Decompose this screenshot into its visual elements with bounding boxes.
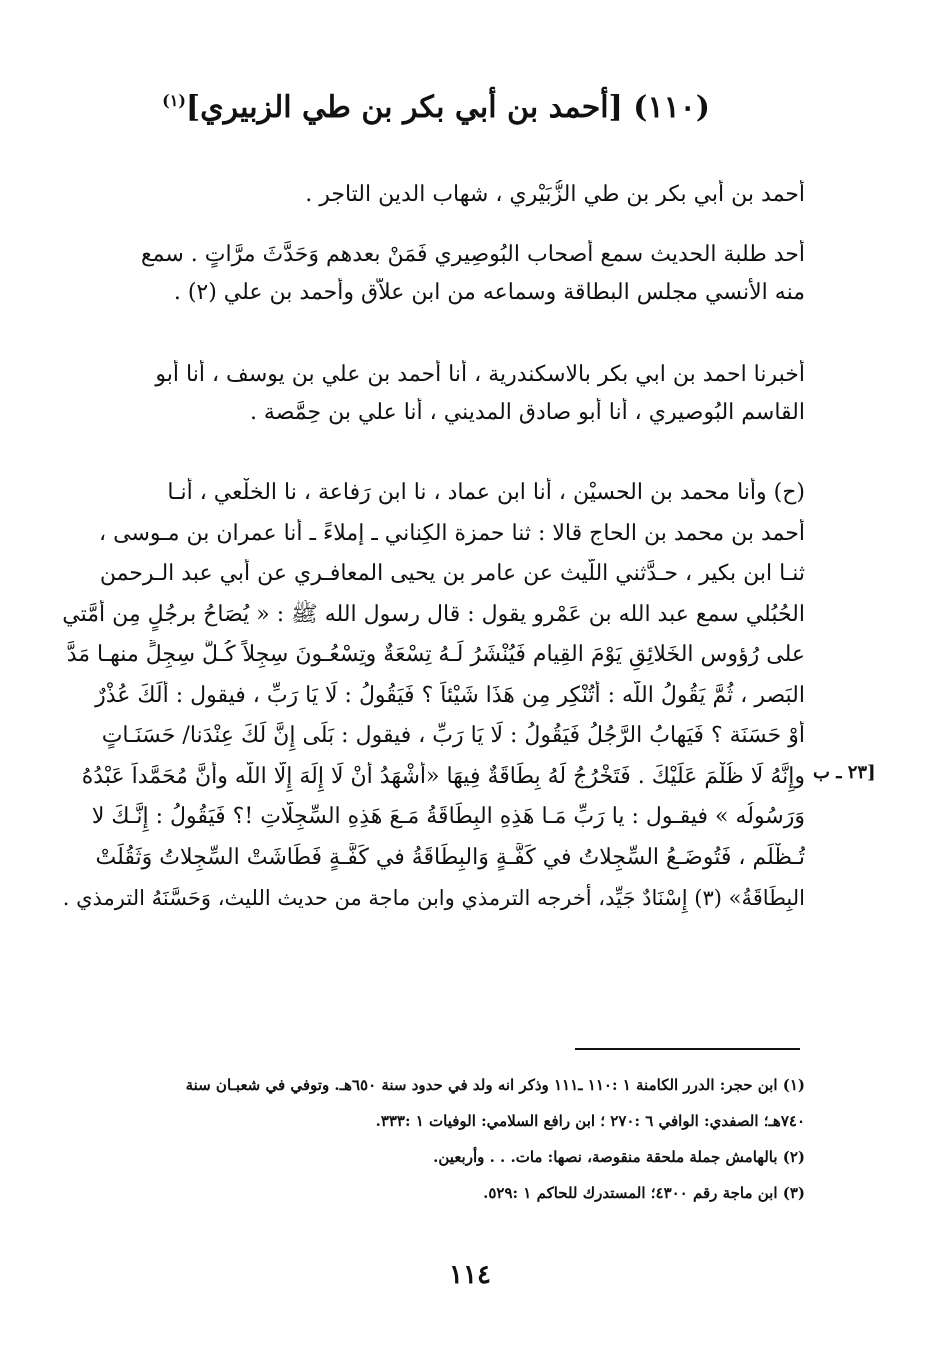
entry-title bbox=[162, 90, 710, 125]
entry-title-footnote-ref: (١) bbox=[162, 91, 186, 110]
text-line: على رُؤوس الخَلائِقِ يَوْمَ القِيام فَيُنْشَرُ لَـهُ تِسْعَةٌ وتِسْعُـونَ سِجِلاً كُـلُّ سِجِلٍّ منهـا مَدَّ bbox=[66, 642, 805, 667]
footnote-line: ٧٤٠هـ؛ الصفدي: الوافي ٦ :٢٧٠ ؛ ابن رافع السلامي: الوفيات ١ :٣٣٣. bbox=[375, 1112, 805, 1130]
text-line: وإِنَّهُ لَا ظُلْمَ عَلَيْكَ . فَتَخْرُجُ لَهُ بِطَاقَةٌ فِيهَا «أَشْهَدُ أَنْ لَا إِلَهَ إِلَّا اللّه وأَنَّ مُحَمَّداً عَبْدُهُ bbox=[81, 763, 805, 789]
entry-title-text: (١١٠) [أحمد بن أبي بكر بن طي الزبيري] bbox=[185, 90, 710, 125]
text-line: منه الأنسي مجلس البطاقة وسماعه من ابن علاّق وأحمد بن علي (٢) . bbox=[173, 280, 805, 305]
text-line: (ح) وأنا محمد بن الحسيْن ، أنا ابن عماد ، نا ابن رَفاعة ، نا الخلْعي ، أنـا bbox=[167, 480, 805, 505]
footnote-line: (٢) بالهامش جملة ملحقة منقوصة، نصها: مات. . . وأربعين. bbox=[433, 1148, 805, 1166]
text-line: تُـظْلَم ، فَتُوضَـعُ السِّجِلاتُ في كَفَّـةٍ وَالبِطَاقَةُ في كَفَّـةٍ فَطَاشَتْ السِّجِلاتُ وَثَقُلَتْ bbox=[95, 844, 805, 870]
text-line: أخبرنا احمد بن ابي بكر بالاسكندرية ، أنا أحمد بن علي بن يوسف ، أنا أبو bbox=[155, 362, 805, 387]
text-line: البِطَاقَةُ» (٣) إِسْنَادٌ جَيِّد، أخرجه الترمذي وابن ماجة من حديث الليث، وَحَسَّنَهُ الترمذي . bbox=[62, 886, 805, 910]
text-line: وَرَسُولُه » فيقـول : يا رَبِّ مَـا هَذِهِ البِطَاقَةُ مَـعَ هَذِهِ السِّجِلَّاتِ !؟ فَيَقُولُ : إِنَّـكَ لا bbox=[91, 804, 805, 829]
footnotes bbox=[50, 1074, 805, 1218]
text-line: البَصر ، ثُمَّ يَقُولُ اللَّه : أَتُنْكِر مِن هَذَا شَيْئاً ؟ فَيَقُولُ : لَا يَا رَبِّ ، فيقول : أَلَكَ عُذْرٌ bbox=[95, 682, 805, 708]
footnote-divider bbox=[575, 1048, 800, 1050]
paragraph-hadith bbox=[50, 478, 805, 924]
text-line: أَوْ حَسَنَة ؟ فَيَهابُ الرَّجُلُ فَيَقُولُ : لَا يَا رَبِّ ، فيقول : بَلَى إِنَّ لَكَ عِنْدَنا/ حَسَنَـاتٍ bbox=[101, 723, 805, 748]
page-number: ١١٤ bbox=[449, 1260, 491, 1290]
paragraph-isnad-1 bbox=[50, 360, 805, 436]
text-line: ثنـا ابن بكير ، حـدَّثني اللَّيث عن عامر بن يحيى المعافـري عن أبي عبد الـرحمن bbox=[99, 561, 805, 586]
text-line: أحد طلبة الحديث سمع أصحاب البُوصِيري فَمَنْ بعدهم وَحَدَّثَ مرَّاتٍ . سمع bbox=[140, 242, 805, 267]
paragraph-bio bbox=[50, 240, 805, 316]
text-line: الحُبُلي سمع عبد الله بن عَمْرو يقول : قال رسول الله ﷺ : « يُصَاحُ برجُلٍ مِن أُمَّتي bbox=[62, 601, 805, 627]
text-line: القاسم البُوصيري ، أنا أبو صادق المديني ، أنا علي بن حِمَّصة . bbox=[249, 400, 805, 425]
text-line: أحمد بن محمد بن الحاج قالا : ثنا حمزة الكِناني ـ إملاءً ـ أنا عمران بن مـوسى ، bbox=[99, 520, 805, 546]
footnote-line: (١) ابن حجر: الدرر الكامنة ١ :١١٠ ـ١١١ وذكر انه ولد في حدود سنة ٦٥٠هـ. وتوفي في شعبـان سنة bbox=[185, 1076, 805, 1094]
paragraph-name bbox=[50, 180, 805, 218]
text-line: أحمد بن أبي بكر بن طي الزُّبَيْري ، شهاب الدين التاجر . bbox=[305, 182, 805, 207]
manuscript-folio-marker: [٢٣ ـ ب bbox=[813, 762, 876, 783]
footnote-line: (٣) ابن ماجة رقم ٤٣٠٠؛ المستدرك للحاكم ١ :٥٢٩. bbox=[483, 1184, 805, 1202]
